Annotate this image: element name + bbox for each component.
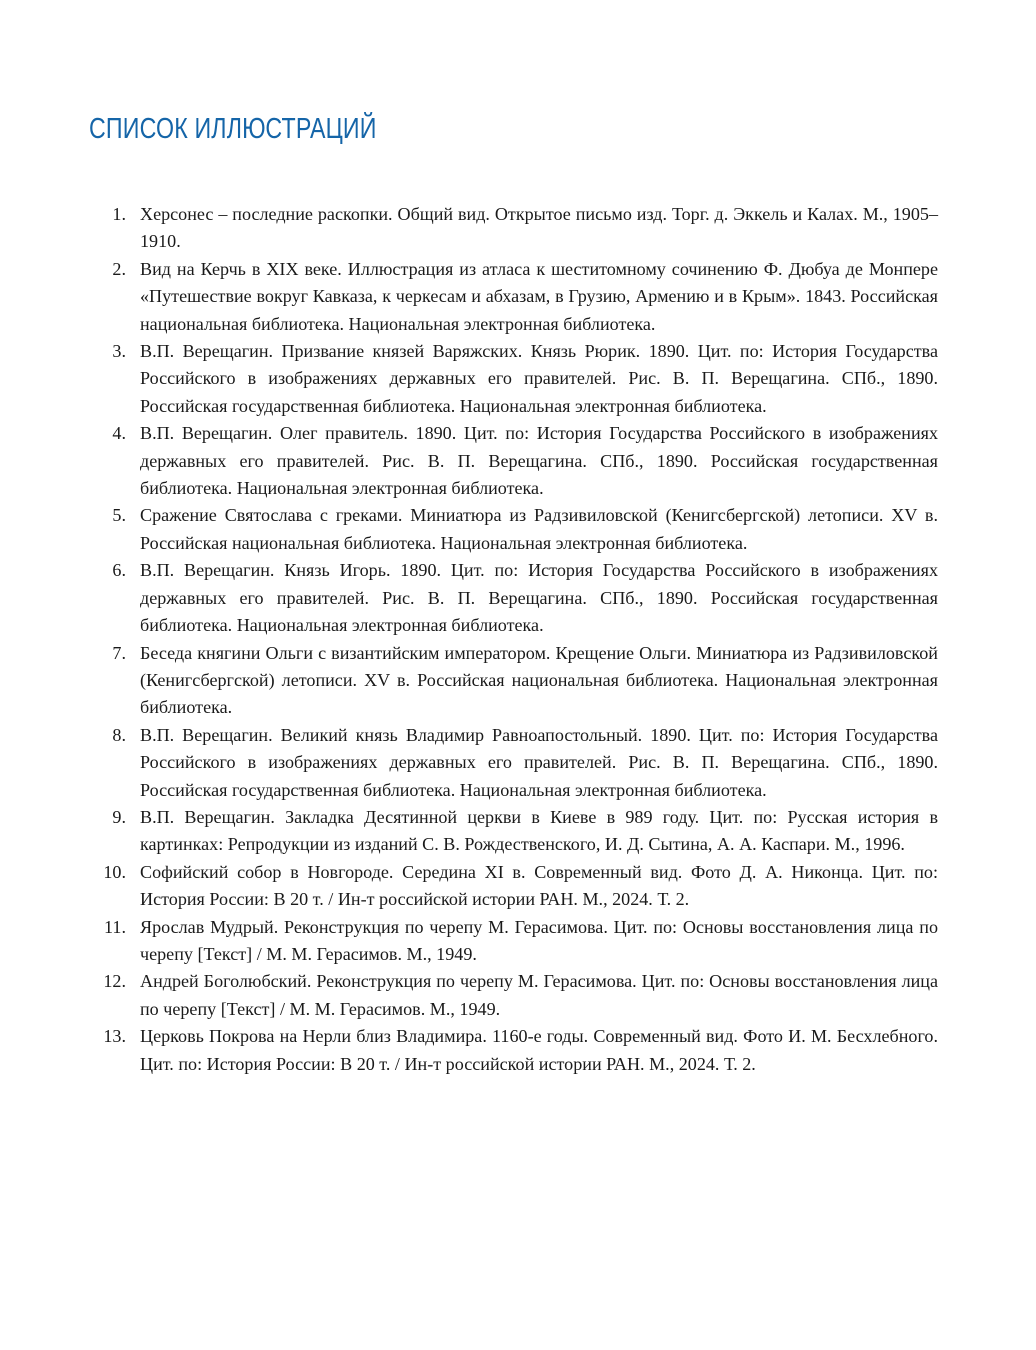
item-text: В.П. Верещагин. Великий князь Владимир Равноапостольный. 1890. Цит. по: История Государства Российского в изображениях державных его правителей. Рис. В. П. Верещагина. СПб., 1890. Российская государственная библиотека. Национальная электронная библиотека.: [140, 724, 938, 800]
page-title: СПИСОК ИЛЛЮСТРАЦИЙ: [89, 113, 377, 145]
illustration-list: [90, 201, 938, 1078]
list-item: [90, 859, 938, 914]
item-number: 7.: [112, 642, 126, 663]
list-item: [90, 640, 938, 722]
list-item: [90, 201, 938, 256]
item-number: 2.: [112, 258, 126, 279]
item-text: В.П. Верещагин. Призвание князей Варяжских. Князь Рюрик. 1890. Цит. по: История Государства Российского в изображениях державных его правителей. Рис. В. П. Верещагина. СПб., 1890. Российская государственная библиотека. Национальная электронная библиотека.: [140, 341, 938, 416]
item-number: 11.: [104, 916, 126, 937]
item-text: Ярослав Мудрый. Реконструкция по черепу М. Герасимова. Цит. по: Основы восстановления лица по черепу [Текст] / М. М. Герасимов. М., 1949.: [140, 916, 938, 964]
list-item: [90, 338, 938, 420]
item-number: 6.: [112, 560, 126, 581]
item-text: Андрей Боголюбский. Реконструкция по черепу М. Герасимова. Цит. по: Основы восстановления лица по черепу [Текст] / М. М. Герасимов. М., 1949.: [140, 971, 938, 1019]
item-text: В.П. Верещагин. Олег правитель. 1890. Цит. по: История Государства Российского в изображениях державных его правителей. Рис. В. П. Верещагина. СПб., 1890. Российская государственная библиотека. Национальная электронная библиотека.: [140, 423, 938, 499]
item-number: 12.: [103, 971, 126, 992]
item-number: 13.: [103, 1026, 126, 1047]
item-text: Вид на Керчь в XIX веке. Иллюстрация из атласа к шеститомному сочинению Ф. Дюбуа де Монпере «Путешествие вокруг Кавказа, к черкесам и абхазам, в Грузию, Армению и в Крым». 1843. Российская национальная библиотека. Национальная электронная библиотека.: [140, 258, 938, 334]
item-text: Херсонес – последние раскопки. Общий вид. Открытое письмо изд. Торг. д. Эккель и Калах. М., 1905–1910.: [140, 204, 938, 252]
list-item: [90, 256, 938, 338]
list-item: [90, 557, 938, 639]
list-item: [90, 502, 938, 557]
item-text: Беседа княгини Ольги с византийским императором. Крещение Ольги. Миниатюра из Радзивиловской (Кенигсбергской) летописи. XV в. Российская национальная библиотека. Национальная электронная библиотека.: [140, 642, 938, 718]
list-item: [90, 804, 938, 859]
item-text: В.П. Верещагин. Князь Игорь. 1890. Цит. по: История Государства Российского в изображениях державных его правителей. Рис. В. П. Верещагина. СПб., 1890. Российская государственная библиотека. Национальная электронная библиотека.: [140, 560, 938, 636]
item-text: Сражение Святослава с греками. Миниатюра из Радзивиловской (Кенигсбергской) летописи. XV в. Российская национальная библиотека. Национальная электронная библиотека.: [140, 505, 938, 553]
list-item: [90, 722, 938, 804]
item-text: Церковь Покрова на Нерли близ Владимира. 1160-е годы. Современный вид. Фото И. М. Бесхлебного. Цит. по: История России: В 20 т. / Ин-т российской истории РАН. М., 2024. Т. 2.: [140, 1026, 938, 1074]
list-item: [90, 914, 938, 969]
item-number: 8.: [112, 724, 126, 745]
item-number: 4.: [112, 423, 126, 444]
item-number: 9.: [112, 806, 126, 827]
item-number: 10.: [103, 861, 126, 882]
item-number: 3.: [112, 341, 126, 362]
item-number: 5.: [112, 505, 126, 526]
list-item: [90, 968, 938, 1023]
list-item: [90, 1023, 938, 1078]
item-number: 1.: [112, 204, 126, 224]
item-text: Софийский собор в Новгороде. Середина XI в. Современный вид. Фото Д. А. Никонца. Цит. по: История России: В 20 т. / Ин-т российской истории РАН. М., 2024. Т. 2.: [140, 861, 938, 910]
list-item: [90, 420, 938, 502]
item-text: В.П. Верещагин. Закладка Десятинной церкви в Киеве в 989 году. Цит. по: Русская история в картинках: Репродукции из изданий С. В. Рождественского, И. Д. Сытина, А. А. Каспари. М., 1996.: [140, 806, 938, 855]
